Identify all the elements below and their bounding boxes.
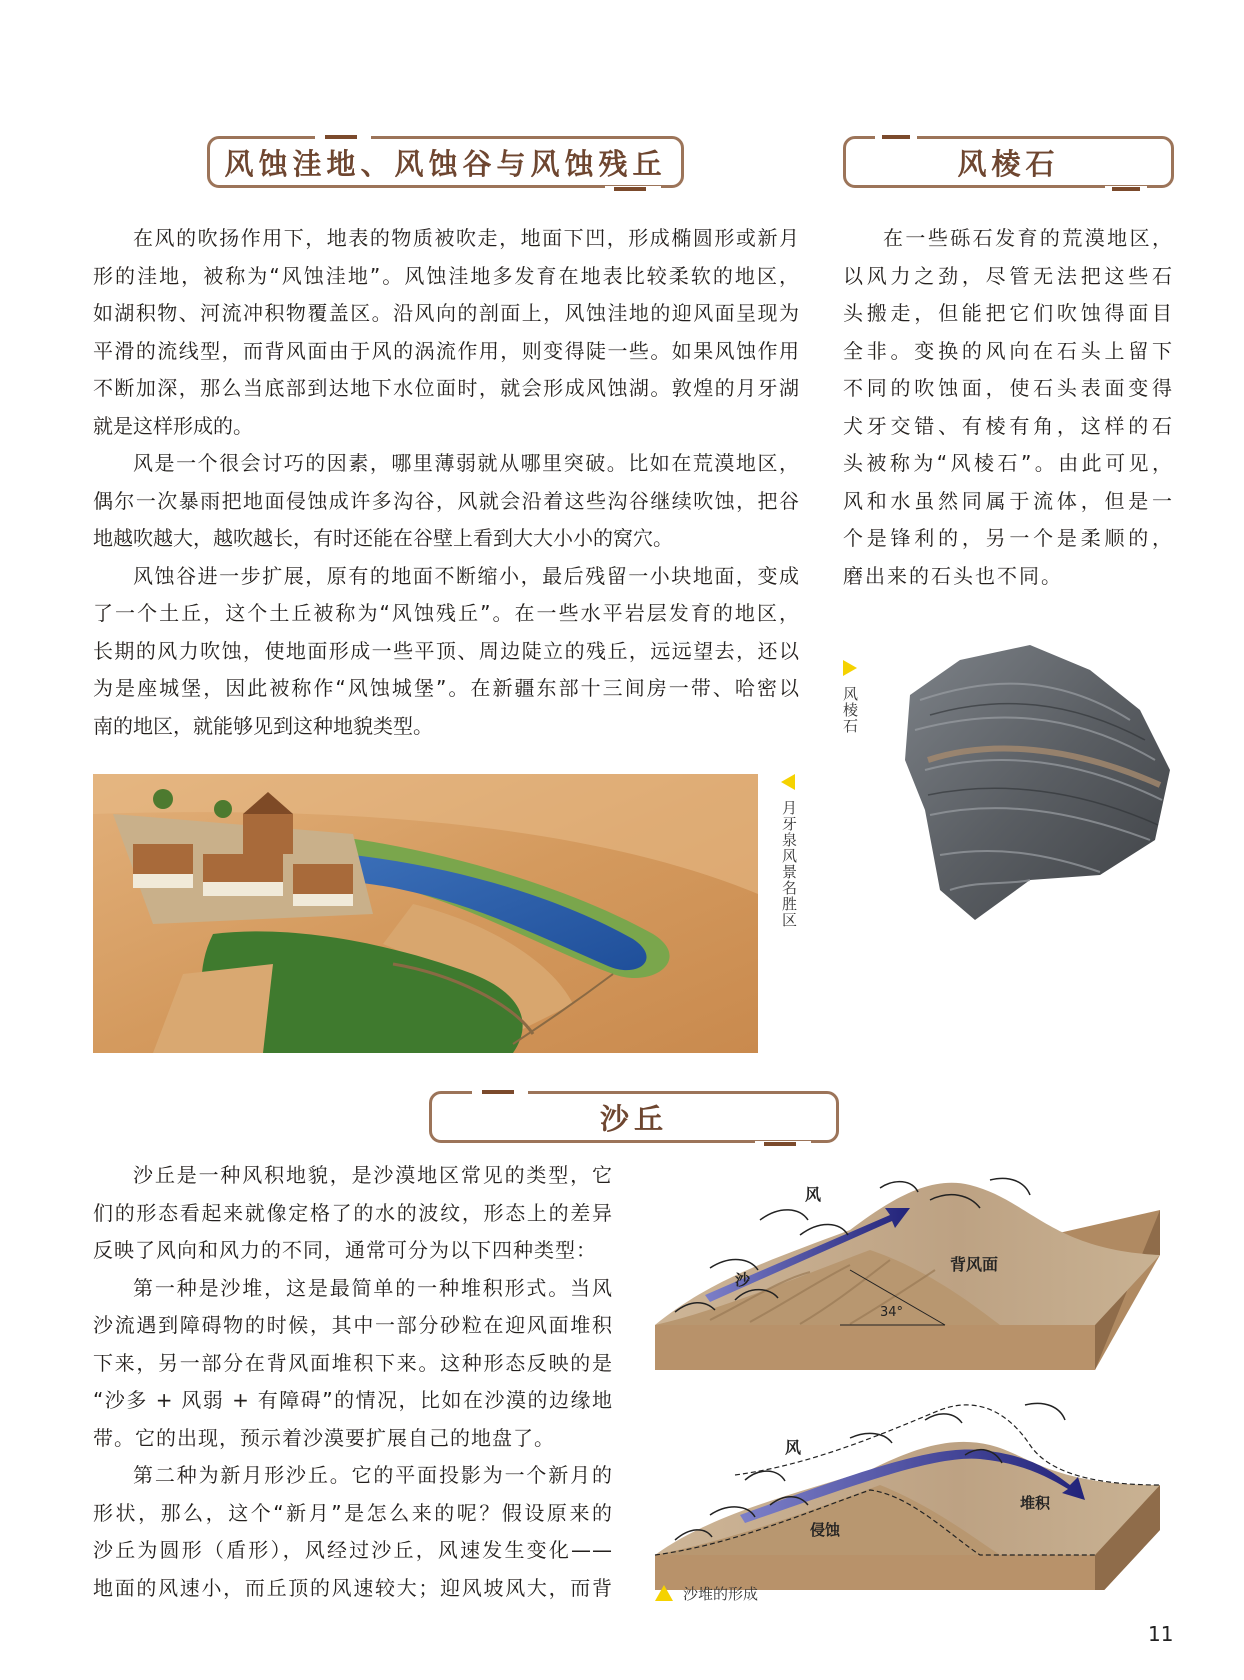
text-line: 以风力之劲，尽管无法把这些石: [843, 263, 1174, 288]
wind-label: 风: [805, 1185, 822, 1204]
diagram-caption: 沙堆的形成: [683, 1585, 759, 1603]
wind-label: 风: [785, 1438, 802, 1457]
text-line: 平滑的流线型，而背风面由于风的涡流作用，则变得陡一些。如果风蚀作用: [93, 338, 799, 363]
section-title-text: 沙丘: [599, 1101, 668, 1136]
text-line: 偶尔一次暴雨把地面侵蚀成许多沟谷，风就会沿着这些沟谷继续吹蚀，把谷: [93, 488, 799, 513]
text-line: 沙丘为圆形（盾形），风经过沙丘，风速发生变化——: [93, 1538, 613, 1562]
text-line: 磨出来的石头也不同。: [843, 563, 1063, 588]
caption-marker-icon: [843, 660, 857, 676]
text-line: 风和水虽然同属于流体，但是一: [843, 488, 1174, 513]
text-line: 南的地区，就能够见到这种地貌类型。: [93, 713, 433, 738]
text-line: 全非。变换的风向在石头上留下: [843, 338, 1174, 363]
text-line: 反映了风向和风力的不同，通常可分为以下四种类型：: [93, 1238, 597, 1262]
caption-marker-icon: [781, 774, 795, 790]
section-title-dune: [429, 1091, 839, 1143]
crescent-lake-photo: [93, 774, 758, 1053]
title-decoration: [482, 1090, 514, 1094]
leeward-label: 背风面: [950, 1255, 999, 1274]
text-line: 沙丘是一种风积地貌，是沙漠地区常见的类型，它: [133, 1163, 613, 1187]
text-line: 犬牙交错、有棱有角，这样的石: [843, 413, 1174, 438]
text-line: 带。它的出现，预示着沙漠要扩展自己的地盘了。: [93, 1425, 555, 1450]
section-title-erosion: [207, 136, 684, 188]
sand-pile-diagram: [650, 1160, 1180, 1590]
text-line: 第二种为新月形沙丘。它的平面投影为一个新月的: [133, 1463, 613, 1487]
ventifact-body-text: [843, 220, 1174, 595]
text-line: 就是这样形成的。: [93, 413, 253, 438]
dune-body-text: [93, 1157, 613, 1607]
ventifact-caption: 风棱石: [841, 686, 859, 734]
text-line: 形的洼地，被称为“风蚀洼地”。风蚀洼地多发育在地表比较柔软的地区，: [93, 263, 799, 288]
deposition-label: 堆积: [1020, 1494, 1051, 1512]
text-line: 为是座城堡，因此被称作“风蚀城堡”。在新疆东部十三间房一带、哈密以: [93, 676, 799, 700]
title-decoration: [882, 135, 910, 139]
crescent-lake-caption: 月牙泉风景名胜区: [780, 800, 798, 928]
section-title-ventifact: [843, 136, 1174, 188]
title-decoration: [1112, 187, 1140, 191]
text-line: 长期的风力吹蚀，使地面形成一些平顶、周边陡立的残丘，远远望去，还以: [93, 638, 799, 663]
title-decoration: [614, 187, 646, 191]
text-line: 了一个土丘，这个土丘被称为“风蚀残丘”。在一些水平岩层发育的地区，: [93, 601, 799, 625]
text-line: 如湖积物、河流冲积物覆盖区。沿风向的剖面上，风蚀洼地的迎风面呈现为: [93, 301, 799, 325]
caption-marker-icon: [655, 1585, 673, 1601]
text-line: 第一种是沙堆，这是最简单的一种堆积形式。当风: [133, 1275, 613, 1300]
text-line: 们的形态看起来就像定格了的水的波纹，形态上的差异: [93, 1200, 613, 1225]
text-line: 沙流遇到障碍物的时候，其中一部分砂粒在迎风面堆积: [93, 1313, 613, 1337]
erosion-label: 侵蚀: [810, 1521, 841, 1539]
ventifact-rock-photo: [900, 640, 1175, 925]
title-decoration: [325, 135, 357, 139]
sand-label: 沙: [735, 1271, 751, 1289]
text-line: 个是锋利的，另一个是柔顺的，: [843, 526, 1174, 550]
sand-pile-bottom-block: [655, 1403, 1160, 1590]
text-line: 不断加深，那么当底部到达地下水位面时，就会形成风蚀湖。敦煌的月牙湖: [93, 376, 799, 400]
title-decoration: [764, 1142, 796, 1146]
text-line: 地越吹越大，越吹越长，有时还能在谷壁上看到大大小小的窝穴。: [93, 526, 673, 550]
text-line: “沙多 + 风弱 + 有障碍”的情况，比如在沙漠的边缘地: [93, 1388, 613, 1412]
sand-pile-top-block: [655, 1178, 1160, 1370]
text-line: 头搬走，但能把它们吹蚀得面目: [843, 301, 1174, 325]
text-line: 风是一个很会讨巧的因素，哪里薄弱就从哪里突破。比如在荒漠地区，: [133, 451, 799, 475]
text-line: 在一些砾石发育的荒漠地区，: [883, 226, 1174, 250]
page-number: 11: [1148, 1622, 1174, 1646]
text-line: 风蚀谷进一步扩展，原有的地面不断缩小，最后残留一小块地面，变成: [133, 563, 799, 588]
erosion-body-text: [93, 220, 799, 745]
text-line: 在风的吹扬作用下，地表的物质被吹走，地面下凹，形成椭圆形或新月: [133, 226, 799, 250]
section-title-text: 风蚀洼地、风蚀谷与风蚀残丘: [224, 146, 667, 181]
text-line: 地面的风速小，而丘顶的风速较大；迎风坡风大，而背: [93, 1575, 613, 1600]
text-line: 形状，那么，这个“新月”是怎么来的呢？假设原来的: [93, 1500, 613, 1525]
text-line: 下来，另一部分在背风面堆积下来。这种形态反映的是: [93, 1350, 613, 1375]
section-title-text: 风棱石: [957, 146, 1060, 181]
angle-label: 34°: [880, 1305, 904, 1320]
text-line: 不同的吹蚀面，使石头表面变得: [843, 376, 1174, 400]
text-line: 头被称为“风棱石”。由此可见，: [843, 451, 1174, 475]
